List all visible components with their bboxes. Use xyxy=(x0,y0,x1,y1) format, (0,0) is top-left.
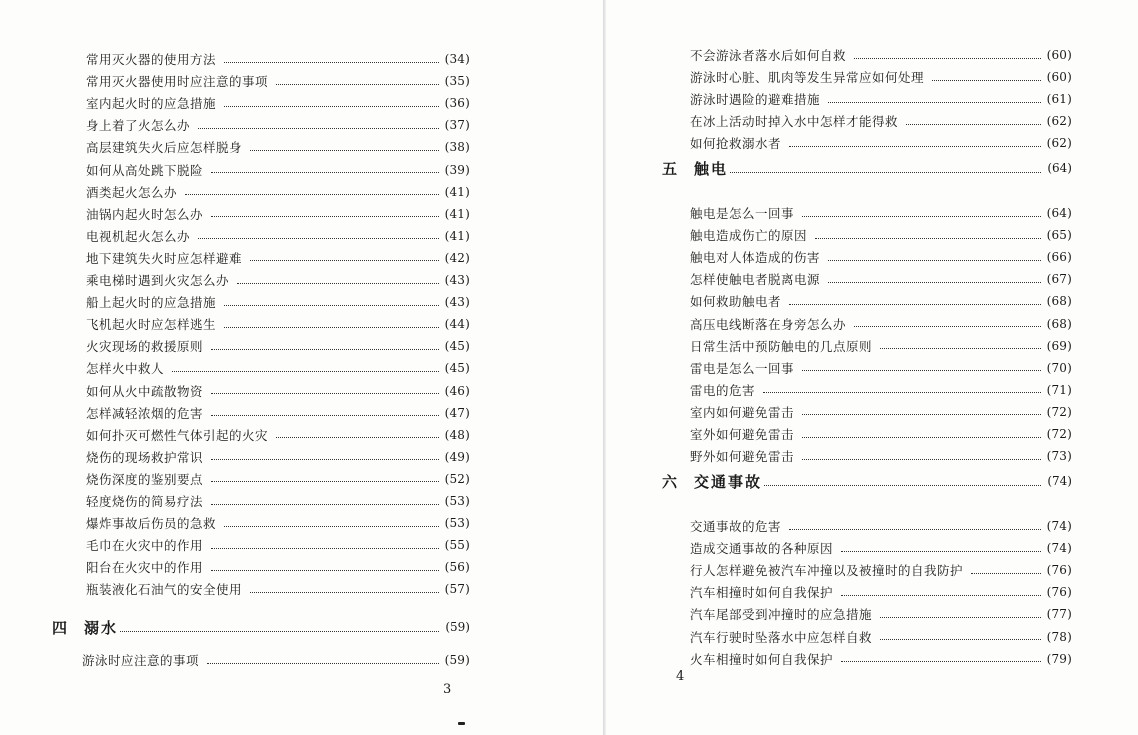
toc-entry-page: (78) xyxy=(1046,629,1072,644)
toc-entry-page: (57) xyxy=(444,582,470,597)
toc-entry-page: (45) xyxy=(444,339,470,354)
page-number: 4 xyxy=(676,669,685,684)
toc-entry xyxy=(86,160,470,180)
toc-entry xyxy=(690,358,1072,378)
section-title: 触电 xyxy=(694,159,729,178)
toc-entry-title: 油锅内起火时怎么办 xyxy=(86,206,204,222)
toc-entry-title: 高层建筑失火后应怎样脱身 xyxy=(86,140,243,156)
toc-entry xyxy=(86,137,470,157)
toc-entry-page: (65) xyxy=(1046,228,1072,243)
toc-entry-title: 雷电是怎么一回事 xyxy=(690,360,795,376)
toc-entry-title: 雷电的危害 xyxy=(690,382,756,398)
toc-entry-page: (61) xyxy=(1046,92,1072,107)
toc-entry xyxy=(86,248,470,268)
dot-leader xyxy=(207,663,439,664)
toc-entry-page: (56) xyxy=(444,560,470,575)
toc-entry xyxy=(86,226,470,246)
toc-entry-title: 汽车行驶时坠落水中应怎样自救 xyxy=(690,629,873,645)
toc-entry-page: (74) xyxy=(1046,541,1072,556)
toc-section-heading xyxy=(52,615,470,639)
toc-entry-page: (69) xyxy=(1046,338,1072,353)
toc-entry xyxy=(86,204,470,224)
toc-entry-page: (73) xyxy=(1046,449,1072,464)
toc-entry-title: 如何从火中疏散物资 xyxy=(86,383,204,399)
section-number: 五 xyxy=(662,159,678,178)
toc-entry-title: 地下建筑失火时应怎样避难 xyxy=(86,250,243,266)
toc-entry-title: 飞机起火时应怎样逃生 xyxy=(86,317,217,333)
toc-entry-page: (43) xyxy=(444,273,470,287)
toc-entry-page: (79) xyxy=(1046,651,1072,666)
toc-entry-page: (67) xyxy=(1046,272,1072,287)
toc-entry-page: (62) xyxy=(1046,136,1072,151)
toc-entry-page: (41) xyxy=(444,184,470,199)
toc-entry-title: 日常生活中预防触电的几点原则 xyxy=(690,338,873,354)
dot-leader xyxy=(172,371,439,372)
dot-leader xyxy=(880,639,1041,640)
dot-leader xyxy=(763,392,1041,393)
section-number: 六 xyxy=(662,472,678,491)
toc-entry-page: (47) xyxy=(444,405,470,420)
toc-entry-page: (41) xyxy=(444,206,470,221)
toc-entry xyxy=(690,45,1072,65)
toc-entry xyxy=(86,469,470,489)
dot-leader xyxy=(880,348,1041,349)
dot-leader xyxy=(211,570,439,571)
dot-leader xyxy=(802,459,1041,460)
toc-entry-title: 船上起火时的应急措施 xyxy=(86,295,217,311)
dot-leader xyxy=(802,370,1041,371)
toc-entry-title: 阳台在火灾中的作用 xyxy=(86,560,204,576)
toc-entry xyxy=(690,269,1072,289)
toc-entry-page: (38) xyxy=(444,140,470,155)
toc-section-heading xyxy=(662,469,1072,493)
toc-entry-title: 怎样减轻浓烟的危害 xyxy=(86,405,204,421)
toc-entry xyxy=(86,182,470,202)
toc-entry xyxy=(690,380,1072,400)
toc-entry-page: (49) xyxy=(444,449,470,464)
toc-entry-title: 触电是怎么一回事 xyxy=(690,206,795,221)
toc-entry-page: (60) xyxy=(1046,48,1072,62)
toc-entry-page: (43) xyxy=(444,295,470,310)
scan-speck xyxy=(458,722,465,725)
toc-entry-title: 烧伤的现场救护常识 xyxy=(86,449,204,465)
dot-leader xyxy=(237,283,439,284)
toc-entry-title: 瓶装液化石油气的安全使用 xyxy=(86,582,243,598)
toc-entry-title: 造成交通事故的各种原因 xyxy=(690,541,834,557)
toc-entry xyxy=(86,491,470,511)
toc-entry xyxy=(690,133,1072,153)
dot-leader xyxy=(211,481,439,482)
toc-entry xyxy=(86,513,470,533)
toc-entry-title: 常用灭火器使用时应注意的事项 xyxy=(86,74,269,90)
dot-leader xyxy=(789,529,1041,530)
dot-leader xyxy=(211,548,439,549)
toc-entry-page: (34) xyxy=(444,52,470,66)
dot-leader xyxy=(211,172,439,173)
toc-entry-page: (41) xyxy=(444,228,470,243)
toc-entry xyxy=(86,314,470,334)
toc-entry xyxy=(82,650,470,670)
toc-entry-title: 怎样火中救人 xyxy=(86,361,165,377)
toc-entry-page: (42) xyxy=(444,250,470,265)
toc-entry xyxy=(86,425,470,445)
toc-entry xyxy=(86,557,470,577)
dot-leader xyxy=(211,459,439,460)
toc-entry xyxy=(690,516,1072,536)
toc-entry-title: 轻度烧伤的简易疗法 xyxy=(86,494,204,509)
toc-entry-title: 酒类起火怎么办 xyxy=(86,184,178,200)
toc-entry xyxy=(86,579,470,599)
toc-entry-title: 毛巾在火灾中的作用 xyxy=(86,538,204,554)
dot-leader xyxy=(841,551,1041,552)
dot-leader xyxy=(224,106,439,107)
toc-entry-title: 室外如何避免雷击 xyxy=(690,427,795,442)
toc-entry xyxy=(690,604,1072,624)
toc-entry-page: (45) xyxy=(444,361,470,376)
dot-leader xyxy=(971,573,1041,574)
toc-entry-title: 游泳时应注意的事项 xyxy=(82,653,200,668)
dot-leader xyxy=(250,592,439,593)
toc-entry-page: (53) xyxy=(444,516,470,531)
toc-entry xyxy=(690,203,1072,223)
toc-entry xyxy=(690,649,1072,669)
dot-leader xyxy=(802,414,1041,415)
dot-leader xyxy=(185,194,439,195)
toc-entry xyxy=(690,446,1072,466)
section-page: (59) xyxy=(445,620,470,634)
toc-entry xyxy=(690,336,1072,356)
toc-entry-page: (59) xyxy=(444,653,470,667)
dot-leader xyxy=(802,216,1041,217)
toc-entry-page: (39) xyxy=(444,162,470,177)
toc-entry-page: (76) xyxy=(1046,563,1072,578)
dot-leader xyxy=(828,102,1041,103)
dot-leader xyxy=(224,526,439,527)
toc-entry-title: 身上着了火怎么办 xyxy=(86,118,191,134)
toc-entry xyxy=(86,115,470,135)
section-page: (74) xyxy=(1047,474,1072,488)
dot-leader xyxy=(198,238,439,239)
toc-entry-page: (55) xyxy=(444,538,470,553)
toc-entry-title: 汽车相撞时如何自我保护 xyxy=(690,585,834,601)
toc-entry xyxy=(690,560,1072,580)
toc-entry-title: 怎样使触电者脱离电源 xyxy=(690,272,821,288)
toc-entry xyxy=(86,292,470,312)
toc-entry-title: 汽车尾部受到冲撞时的应急措施 xyxy=(690,607,873,623)
toc-entry xyxy=(86,270,470,290)
section-number: 四 xyxy=(52,618,68,637)
toc-entry-title: 如何救助触电者 xyxy=(690,294,782,310)
dot-leader xyxy=(841,595,1041,596)
toc-entry xyxy=(690,402,1072,422)
dot-leader xyxy=(276,437,439,438)
toc-entry-title: 行人怎样避免被汽车冲撞以及被撞时的自我防护 xyxy=(690,563,964,579)
toc-entry-title: 触电对人体造成的伤害 xyxy=(690,250,821,266)
toc-entry xyxy=(690,582,1072,602)
toc-entry-page: (37) xyxy=(444,118,470,133)
toc-entry xyxy=(690,314,1072,334)
toc-entry xyxy=(690,89,1072,109)
toc-entry-page: (60) xyxy=(1046,70,1072,85)
dot-leader xyxy=(224,327,439,328)
toc-entry-page: (52) xyxy=(444,471,470,486)
toc-entry xyxy=(690,67,1072,87)
dot-leader xyxy=(828,260,1041,261)
toc-entry xyxy=(690,111,1072,131)
dot-leader xyxy=(880,617,1041,618)
toc-entry xyxy=(690,424,1072,444)
dot-leader xyxy=(211,393,439,394)
toc-entry xyxy=(86,381,470,401)
toc-entry-title: 触电造成伤亡的原因 xyxy=(690,228,808,244)
toc-entry-page: (76) xyxy=(1046,585,1072,600)
toc-entry-page: (36) xyxy=(444,96,470,111)
dot-leader xyxy=(764,485,1041,486)
toc-entry-title: 火灾现场的救援原则 xyxy=(86,339,204,355)
toc-entry-page: (66) xyxy=(1046,250,1072,265)
toc-entry xyxy=(86,49,470,69)
toc-entry-title: 电视机起火怎么办 xyxy=(86,228,191,244)
toc-entry-page: (72) xyxy=(1046,427,1072,441)
toc-entry xyxy=(690,627,1072,647)
toc-entry-title: 常用灭火器的使用方法 xyxy=(86,52,217,67)
toc-section-heading xyxy=(662,156,1072,180)
dot-leader xyxy=(224,62,439,63)
toc-entry-title: 室内如何避免雷击 xyxy=(690,404,795,420)
toc-entry-page: (48) xyxy=(444,427,470,442)
dot-leader xyxy=(841,661,1041,662)
toc-entry-page: (68) xyxy=(1046,294,1072,309)
dot-leader xyxy=(250,150,439,151)
dot-leader xyxy=(224,305,439,306)
toc-entry xyxy=(86,336,470,356)
toc-entry-title: 游泳时遇险的避难措施 xyxy=(690,92,821,108)
toc-entry-page: (74) xyxy=(1046,519,1072,533)
toc-entry-title: 交通事故的危害 xyxy=(690,519,782,534)
toc-entry-title: 如何扑灭可燃性气体引起的火灾 xyxy=(86,427,269,443)
toc-entry xyxy=(86,93,470,113)
toc-entry-title: 爆炸事故后伤员的急救 xyxy=(86,516,217,532)
toc-entry-page: (62) xyxy=(1046,114,1072,129)
toc-entry-title: 室内起火时的应急措施 xyxy=(86,96,217,112)
toc-entry-page: (46) xyxy=(444,383,470,398)
dot-leader xyxy=(276,84,439,85)
dot-leader xyxy=(789,146,1041,147)
toc-entry-page: (68) xyxy=(1046,316,1072,331)
toc-entry xyxy=(690,291,1072,311)
right-page xyxy=(606,0,1138,735)
toc-entry-page: (70) xyxy=(1046,360,1072,375)
toc-entry-title: 不会游泳者落水后如何自救 xyxy=(690,48,847,63)
dot-leader xyxy=(730,172,1041,173)
toc-entry xyxy=(86,535,470,555)
dot-leader xyxy=(211,349,439,350)
dot-leader xyxy=(120,631,439,632)
dot-leader xyxy=(802,437,1041,438)
page-number: 3 xyxy=(443,682,452,697)
toc-entry-title: 游泳时心脏、肌肉等发生异常应如何处理 xyxy=(690,70,925,86)
section-page: (64) xyxy=(1047,161,1072,175)
toc-entry-page: (72) xyxy=(1046,404,1072,419)
dot-leader xyxy=(815,238,1041,239)
toc-entry xyxy=(690,538,1072,558)
dot-leader xyxy=(211,415,439,416)
toc-entry-title: 烧伤深度的鉴别要点 xyxy=(86,471,204,487)
toc-entry xyxy=(690,247,1072,267)
toc-entry xyxy=(86,71,470,91)
toc-entry-title: 如何从高处跳下脱险 xyxy=(86,162,204,178)
toc-entry-page: (64) xyxy=(1046,206,1072,220)
dot-leader xyxy=(828,282,1041,283)
toc-entry-title: 在冰上活动时掉入水中怎样才能得救 xyxy=(690,114,899,130)
toc-entry-title: 火车相撞时如何自我保护 xyxy=(690,651,834,667)
toc-entry xyxy=(86,447,470,467)
toc-entry-page: (77) xyxy=(1046,607,1072,622)
toc-entry-title: 野外如何避免雷击 xyxy=(690,449,795,465)
toc-entry-title: 如何抢救溺水者 xyxy=(690,136,782,152)
dot-leader xyxy=(932,80,1041,81)
section-title: 溺水 xyxy=(84,618,119,637)
toc-entry xyxy=(86,358,470,378)
section-title: 交通事故 xyxy=(694,472,763,491)
toc-entry-title: 乘电梯时遇到火灾怎么办 xyxy=(86,273,230,288)
dot-leader xyxy=(789,304,1041,305)
toc-entry-page: (71) xyxy=(1046,382,1072,397)
toc-entry-page: (53) xyxy=(444,494,470,508)
dot-leader xyxy=(211,216,439,217)
toc-entry xyxy=(690,225,1072,245)
toc-entry xyxy=(86,403,470,423)
toc-entry-page: (44) xyxy=(444,317,470,332)
dot-leader xyxy=(854,58,1041,59)
dot-leader xyxy=(906,124,1041,125)
toc-entry-title: 高压电线断落在身旁怎么办 xyxy=(690,316,847,332)
dot-leader xyxy=(211,504,439,505)
dot-leader xyxy=(854,326,1041,327)
dot-leader xyxy=(198,128,439,129)
toc-entry-page: (35) xyxy=(444,74,470,89)
dot-leader xyxy=(250,260,439,261)
